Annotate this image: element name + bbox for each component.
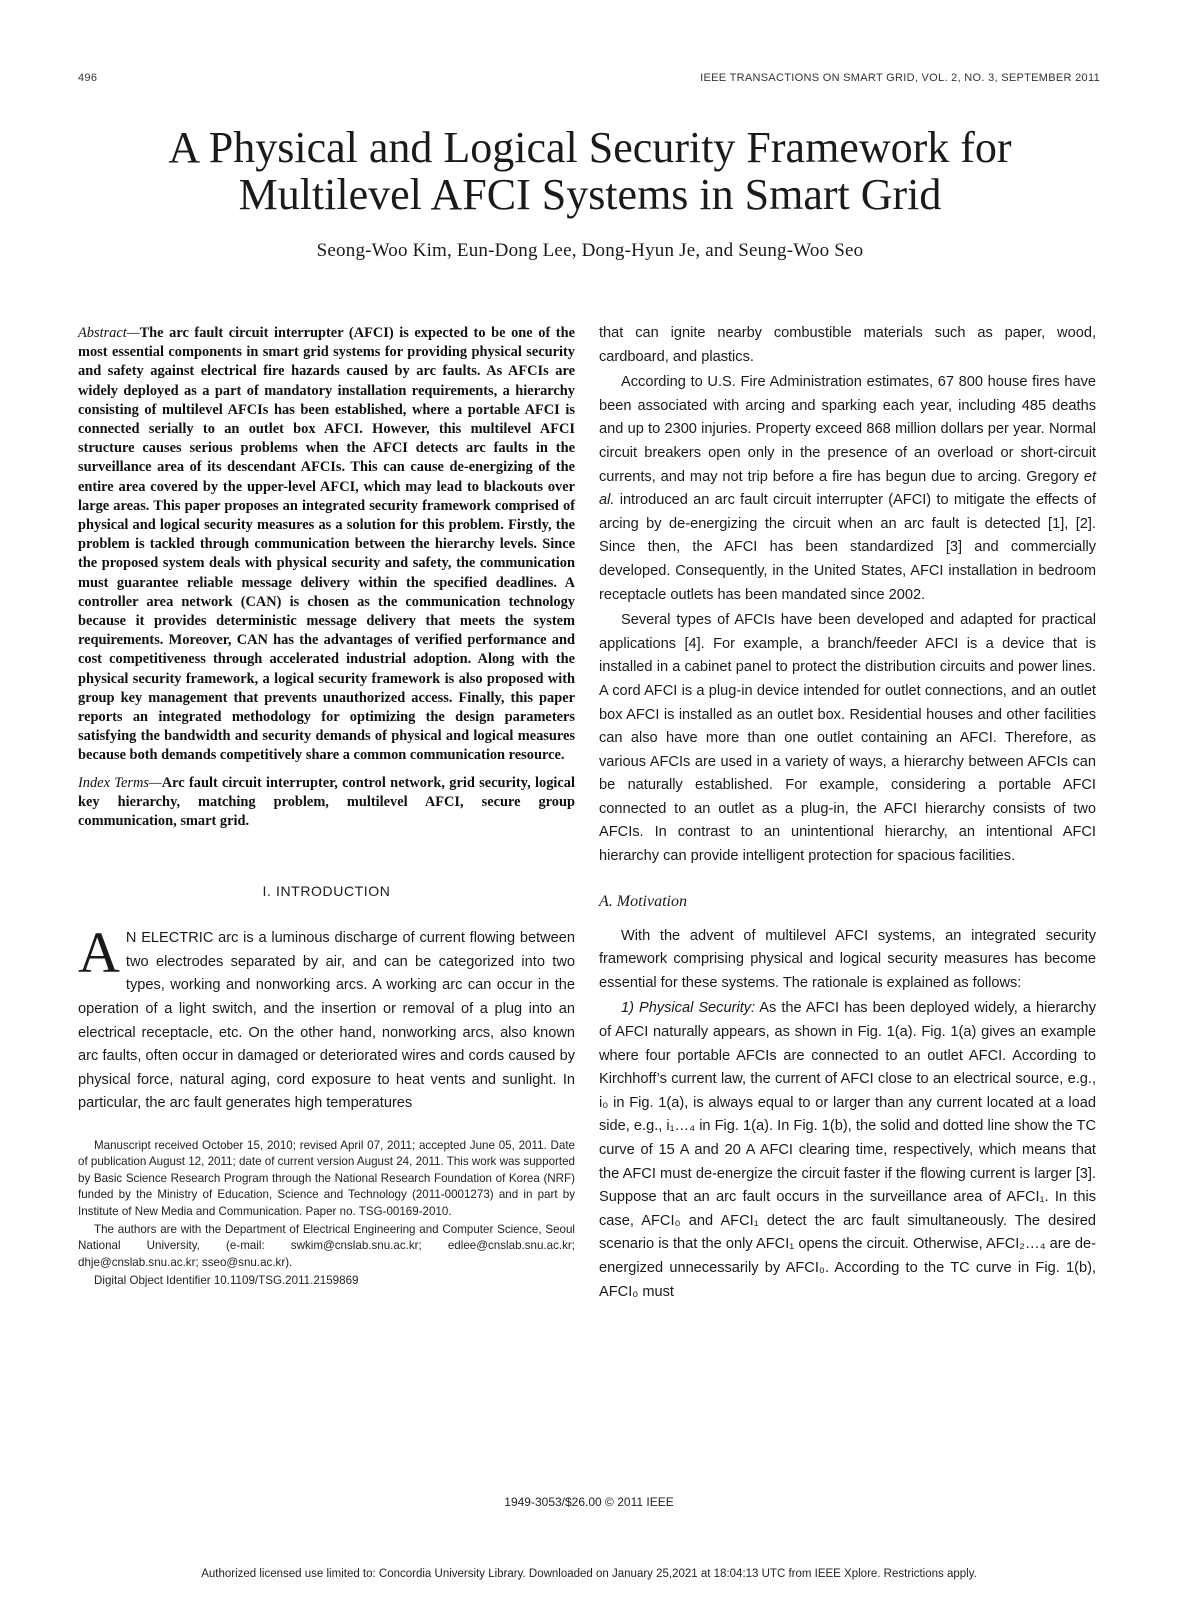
journal-header: IEEE TRANSACTIONS ON SMART GRID, VOL. 2, NO. 3, SEPTEMBER 2011 <box>700 72 1100 84</box>
abstract <box>78 324 575 766</box>
title-line-2: Multilevel AFCI Systems in Smart Grid <box>238 170 942 219</box>
abstract-lead: Abstract— <box>78 325 140 341</box>
subsection-heading-motivation: A. Motivation <box>599 892 687 910</box>
intro-paragraph <box>78 920 575 1116</box>
right-paragraph-afci-types: Several types of AFCIs have been developed and adapted for practical applications [4]. For example, a branch/feeder AFCI is a device that is installed in a cabinet panel to protect the distribution circuits and power lines. A cord AFCI is a plug-in device intended for outlet connections, and an outlet box AFCI is installed as an outlet box. Residential houses and other facilities can also have more than one outlet containing an AFCI. Therefore, as various AFCIs are used in a variety of ways, a hierarchy between AFCIs can be naturally established. For example, considering a portable AFCI connected to an outlet as a plug-in, the AFCI hierarchy consists of two AFCIs. In contrast to an unintentional hierarchy, an intentional AFCI hierarchy can provide intelligent protection for spacious facilities. <box>599 612 1096 865</box>
right-column <box>599 322 1096 1304</box>
authorized-use-notice: Authorized licensed use limited to: Concordia University Library. Downloaded on January 25,2021 at 18:04:13 UTC from IEEE Xplore. Restrictions apply. <box>201 1568 977 1580</box>
fire-stats-rest: introduced an arc fault circuit interrupter (AFCI) to mitigate the effects of arcing by de-energizing the circuit when an arc fault is detected [1], [2]. Since then, the AFCI has been standardized [3] and commercially developed. Consequently, in the United States, AFCI installation in bedroom receptacle outlets has been mandated since 2002. <box>599 492 1096 603</box>
title-line-1: A Physical and Logical Security Framework for <box>168 123 1012 172</box>
drop-cap: A <box>78 920 120 986</box>
fire-stats-text: According to U.S. Fire Administration estimates, 67 800 house fires have been associated with arcing and sparking each year, including 485 deaths and up to 2300 injuries. Property exceed 868 million dollars per year. Normal circuit breakers open only in the presence of an overload or short-circuit currents, and may not trip before a fire has begun due to arcing. Gregory <box>599 374 1096 485</box>
index-terms-lead: Index Terms— <box>78 774 162 791</box>
footnote-doi: Digital Object Identifier 10.1109/TSG.2011.2159869 <box>94 1274 359 1288</box>
copyright-line: 1949-3053/$26.00 © 2011 IEEE <box>504 1495 674 1509</box>
physical-security-lead: 1) Physical Security: <box>621 1000 756 1017</box>
footnote-affiliation: The authors are with the Department of Electrical Engineering and Computer Science, Seoul National University, (e-mail: swkim@cnslab.snu.ac.kr; edlee@cnslab.snu.ac.kr; dhje@cnslab.snu.ac.kr; sseo@snu.ac.kr). <box>78 1223 575 1269</box>
right-paragraph-motivation: With the advent of multilevel AFCI systems, an integrated security framework comprising physical and logical security measures has become essential for these systems. The rationale is explained as follows: <box>599 927 1096 991</box>
index-terms <box>78 774 575 832</box>
physical-security-text: As the AFCI has been deployed widely, a hierarchy of AFCI naturally appears, as shown in Fig. 1(a). Fig. 1(a) gives an example where four portable AFCIs are connected to an outlet AFCI. According to Kirchhoff’s current law, the current of AFCI close to an electrical source, e.g., i₀ in Fig. 1(a), is always equal to or larger than any current located at a load side, e.g., i₁…₄ in Fig. 1(a). In Fig. 1(b), the solid and dotted line show the TC curve of 15 A and 20 A AFCI clearing time, respectively, which means that the AFCI must de-energize the circuit faster if the flowing current is larger [3]. Suppose that an arc fault occurs in the surveillance area of AFCI₁. In this case, AFCI₀ and AFCI₁ detect the arc fault simultaneously. The desired scenario is that the only AFCI₁ opens the circuit. Otherwise, AFCI₂…₄ are de-energized unnecessarily by AFCI₀. According to the TC curve in Fig. 1(b), AFCI₀ must <box>599 1000 1096 1300</box>
index-terms-text: Arc fault circuit interrupter, control network, grid security, logical key hierarchy, matching problem, multilevel AFCI, secure group communication, smart grid. <box>78 774 575 830</box>
et-al: et al. <box>599 468 1096 509</box>
footnote-manuscript: Manuscript received October 15, 2010; revised April 07, 2011; accepted June 05, 2011. Date of publication August 12, 2011; date of current version August 24, 2011. This work was supported by Basic Science Research Program through the National Research Foundation of Korea (NRF) funded by the Ministry of Education, Science and Technology (2011-0001273) and in part by Institute of New Media and Communication. Paper no. TSG-00169-2010. <box>78 1139 575 1218</box>
right-paragraph-fire-stats <box>599 371 1096 607</box>
paper-title <box>80 124 1100 218</box>
section-heading-introduction: I. INTRODUCTION <box>262 883 391 900</box>
page-number: 496 <box>78 72 98 84</box>
right-paragraph-continued: that can ignite nearby combustible materials such as paper, wood, cardboard, and plastics. <box>599 325 1096 365</box>
right-paragraph-physical-security <box>599 997 1096 1304</box>
intro-text: N ELECTRIC arc is a luminous discharge of current flowing between two electrodes separated by air, and can be categorized into two types, working and nonworking arcs. A working arc can occur in the operation of a light switch, and the insertion or removal of a plug into an electrical receptacle, etc. On the other hand, nonworking arcs, also known arc faults, often occur in damaged or deteriorated wires and cords caused by physical force, natural aging, cord exposure to heat vents and sunlight. In particular, the arc fault generates high temperatures <box>78 930 575 1112</box>
authors: Seong-Woo Kim, Eun-Dong Lee, Dong-Hyun Je, and Seung-Woo Seo <box>316 240 864 261</box>
abstract-text: The arc fault circuit interrupter (AFCI) is expected to be one of the most essential components in smart grid systems for providing physical security and safety against electrical fire hazards caused by arc faults. As AFCIs are widely deployed as a part of mandatory installation requirements, a hierarchy consisting of multilevel AFCIs has been established, where a portable AFCI is connected serially to an outlet box AFCI. However, this multilevel AFCI structure causes serious problems when the AFCI detects arc faults in the surveillance area of its descendant AFCIs. This can cause de-energizing of the entire area covered by the upper-level AFCI, which may lead to blackouts over large areas. This paper proposes an integrated security framework comprised of physical and logical security measures as a solution for this problem. Firstly, the problem is tackled through communication between the hierarchy levels. Since the proposed system deals with physical security and safety, the communication must guarantee reliable message delivery within the specified deadlines. A controller area network (CAN) is chosen as the communication technology because it provides deterministic message delivery that meets the system requirements. Moreover, CAN has the advantages of verified performance and cost competitiveness through accelerated industrial adoption. Along with the physical security framework, a logical security framework is also proposed with group key management that prevents unauthorized access. Finally, this paper reports an integrated methodology for optimizing the design parameters satisfying the bandwidth and security demands of physical and logical measures because both demands competitively share a common communication resource. <box>78 325 575 764</box>
left-column <box>78 324 575 1290</box>
